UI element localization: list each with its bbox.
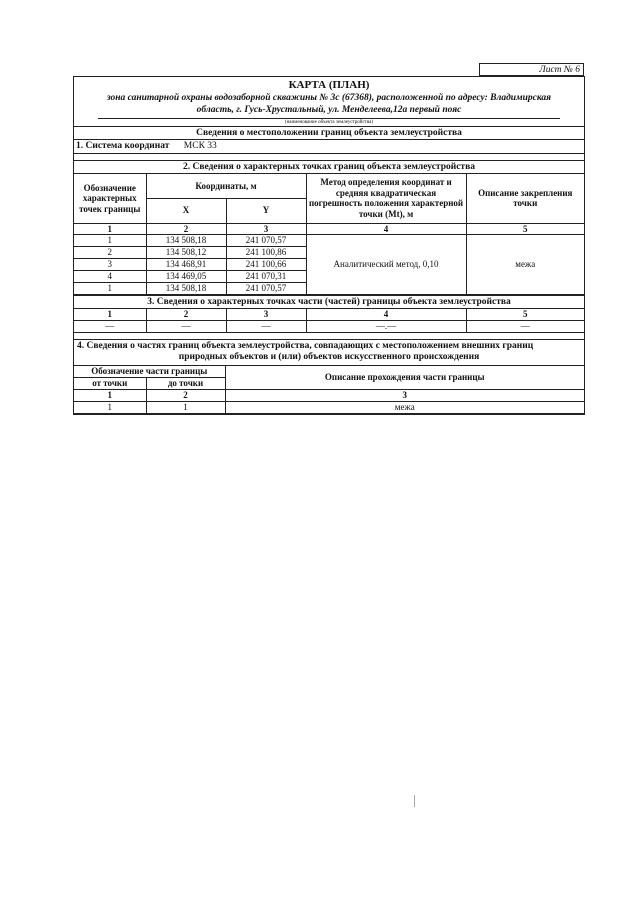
col-num: 1 xyxy=(74,390,146,402)
col-num: 2 xyxy=(146,390,225,402)
coord-x: 134 508,18 xyxy=(146,235,226,247)
col-num: 3 xyxy=(226,223,306,235)
document-form xyxy=(73,76,585,415)
coord-x: 134 508,18 xyxy=(146,283,226,295)
dash-cell: — xyxy=(466,320,584,332)
title-block xyxy=(74,77,584,127)
section2-header: 2. Сведения о характерных точках границ объекта землеустройства xyxy=(74,161,584,174)
table-row xyxy=(74,235,584,247)
table-row xyxy=(74,320,584,332)
section3-header: 3. Сведения о характерных точках части (частей) границы объекта землеустройства xyxy=(74,295,584,309)
point-id: 3 xyxy=(74,259,146,271)
col-y-header: Y xyxy=(226,198,306,223)
section4-header-line2: природных объектов и (или) объектов искусственного происхождения xyxy=(178,351,480,362)
section3-table xyxy=(74,309,584,333)
coord-x: 134 508,12 xyxy=(146,247,226,259)
col-desc-header: Описание закрепления точки xyxy=(466,174,584,223)
col-point-header: Обозначение характерных точек границы xyxy=(74,174,146,223)
section4-header xyxy=(74,339,584,366)
pass-desc: межа xyxy=(225,402,584,414)
coord-y: 241 100,66 xyxy=(226,259,306,271)
to-point: 1 xyxy=(146,402,225,414)
col-from-header: от точки xyxy=(74,378,146,390)
from-point: 1 xyxy=(74,402,146,414)
table-row xyxy=(74,402,584,414)
object-name-line2: область, г. Гусь-Хрустальный, ул. Менделеева,12а первый пояс xyxy=(196,105,462,115)
coord-y: 241 070,57 xyxy=(226,235,306,247)
document-title: КАРТА (ПЛАН) xyxy=(288,79,370,91)
col-pass-desc-header: Описание прохождения части границы xyxy=(225,366,584,390)
col-method-header: Метод определения координат и средняя квадратическая погрешность положения характерной точки (Mt), м xyxy=(306,174,466,223)
section2-table xyxy=(74,174,584,295)
point-id: 1 xyxy=(74,283,146,295)
point-id: 4 xyxy=(74,271,146,283)
spacer xyxy=(74,154,584,161)
col-num: 1 xyxy=(74,223,146,235)
col-coords-header: Координаты, м xyxy=(146,174,306,198)
object-name-line1: зона санитарной охраны водозаборной скважины № 3с (67368), расположенной по адресу: Владимирская xyxy=(106,93,552,103)
col-num: 3 xyxy=(226,309,306,320)
col-num: 4 xyxy=(306,223,466,235)
col-num: 5 xyxy=(466,309,584,320)
coord-y: 241 070,57 xyxy=(226,283,306,295)
scan-mark xyxy=(414,795,415,807)
dash-cell: — xyxy=(146,320,226,332)
dash-cell: —.— xyxy=(306,320,466,332)
col-num: 2 xyxy=(146,223,226,235)
col-x-header: X xyxy=(146,198,226,223)
coord-y: 241 070,31 xyxy=(226,271,306,283)
section4-table xyxy=(74,366,584,415)
col-num: 2 xyxy=(146,309,226,320)
coord-x: 134 468,91 xyxy=(146,259,226,271)
coordinate-system xyxy=(74,140,584,154)
coordinate-system-value: МСК 33 xyxy=(183,141,217,151)
location-header: Сведения о местоположении границ объекта землеустройства xyxy=(74,127,584,140)
coordinate-system-label: 1. Система координат xyxy=(76,141,170,151)
method-cell: Аналитический метод, 0,10 xyxy=(306,235,466,295)
fixing-cell: межа xyxy=(466,235,584,295)
col-num: 3 xyxy=(225,390,584,402)
section4-header-line1: 4. Сведения о частях границ объекта землеустройства, совпадающих с местоположением внешних границ xyxy=(77,340,534,351)
dash-cell: — xyxy=(74,320,146,332)
coord-y: 241 100,86 xyxy=(226,247,306,259)
col-to-header: до точки xyxy=(146,378,225,390)
col-num: 5 xyxy=(466,223,584,235)
col-num: 1 xyxy=(74,309,146,320)
col-num: 4 xyxy=(306,309,466,320)
sheet-number: Лист № 6 xyxy=(479,63,584,76)
point-id: 1 xyxy=(74,235,146,247)
dash-cell: — xyxy=(226,320,306,332)
object-name-caption: (наименование объекта землеустройства) xyxy=(284,120,374,125)
coord-x: 134 469,05 xyxy=(146,271,226,283)
col-part-header: Обозначение части границы xyxy=(74,366,225,378)
point-id: 2 xyxy=(74,247,146,259)
